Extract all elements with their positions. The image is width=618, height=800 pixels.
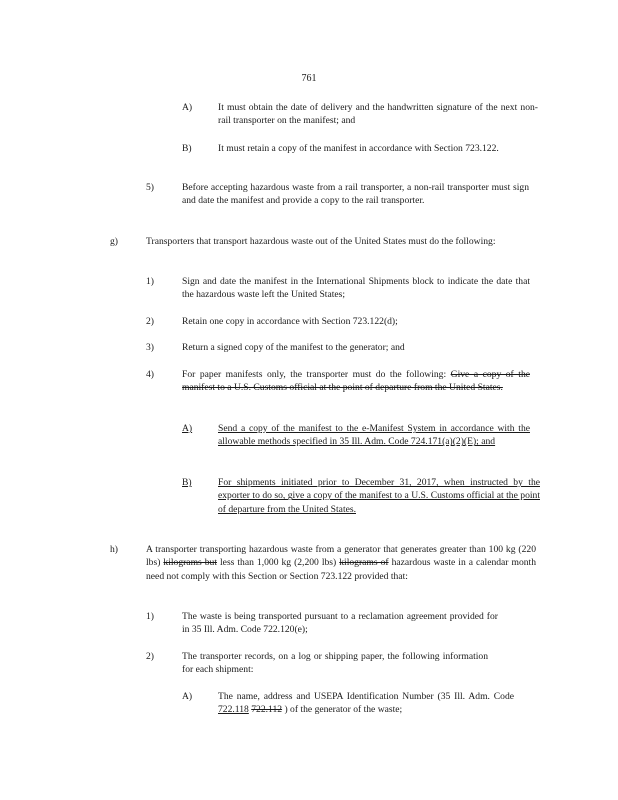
deleted-text: kilograms of bbox=[339, 557, 389, 569]
paragraph-1-sign-date: Sign and date the manifest in the International Shipments block to indicate the date that the hazardous waste left the United States; bbox=[182, 276, 530, 301]
deleted-text: kilograms but bbox=[163, 557, 218, 569]
paragraph-b-retain-copy: It must retain a copy of the manifest in accordance with Section 723.122. bbox=[218, 143, 499, 154]
item-label: g) bbox=[110, 236, 118, 247]
paragraph-4b-shipments-before-2018: For shipments initiated prior to December 31, 2017, when instructed by the exporter to do so, give a copy of the manifest to a U.S. Customs official at the point of departure from the United States. bbox=[218, 477, 540, 515]
paragraph-3-return-signed-copy: Return a signed copy of the manifest to the generator; and bbox=[182, 342, 405, 353]
item-label: 1) bbox=[146, 276, 154, 287]
paragraph-g-out-of-us: Transporters that transport hazardous waste out of the United States must do the following: bbox=[146, 236, 496, 247]
paragraph-text: ) of the generator of the waste; bbox=[284, 704, 403, 716]
item-label: 1) bbox=[146, 611, 154, 622]
paragraph-text: For paper manifests only, the transporter must do the following: bbox=[182, 369, 447, 380]
item-label: A) bbox=[182, 423, 193, 434]
paragraph-2-retain-one-copy: Retain one copy in accordance with Section 723.122(d); bbox=[182, 316, 398, 327]
page-number: 761 bbox=[301, 73, 317, 84]
item-label: h) bbox=[110, 544, 118, 555]
item-label: 5) bbox=[146, 182, 154, 193]
paragraph-5-rail-transporter: Before accepting hazardous waste from a rail transporter, a non-rail transporter must sign and date the manifest and provide a copy to the rail transporter. bbox=[182, 182, 529, 207]
item-label: B) bbox=[182, 143, 192, 154]
item-label: 3) bbox=[146, 342, 154, 353]
paragraph-h1-reclamation: The waste is being transported pursuant to a reclamation agreement provided for in 35 Ill. Adm. Code 722.120(e); bbox=[182, 611, 498, 636]
item-label: 2) bbox=[146, 651, 154, 662]
paragraph-text: hazardous waste in a calendar month need not comply with this Section or Section 723.122 provided that: bbox=[146, 557, 537, 582]
item-label: 2) bbox=[146, 316, 154, 327]
item-label: A) bbox=[182, 691, 193, 702]
paragraph-h-exemption bbox=[146, 543, 536, 583]
item-label: A) bbox=[182, 102, 193, 113]
item-label: 4) bbox=[146, 369, 154, 380]
paragraph-4-paper-manifests bbox=[182, 368, 530, 395]
paragraph-a-obtain-date: It must obtain the date of delivery and the handwritten signature of the next non-rail transporter on the manifest; and bbox=[218, 102, 538, 127]
item-label: B) bbox=[182, 477, 192, 488]
paragraph-h2-records: The transporter records, on a log or shipping paper, the following information for each shipment: bbox=[182, 651, 488, 676]
deleted-text: Give a copy of the manifest to a U.S. Customs official at the point of departure from the United States. bbox=[182, 369, 530, 394]
paragraph-text: The name, address and USEPA Identification Number (35 Ill. Adm. Code bbox=[218, 691, 514, 702]
deleted-reference: 722.112 bbox=[251, 704, 283, 716]
paragraph-text: A transporter transporting hazardous waste from a generator that generates greater than 100 kg (220 lbs) bbox=[146, 544, 536, 569]
inserted-reference: 722.118 bbox=[218, 704, 249, 716]
paragraph-4a-send-copy: Send a copy of the manifest to the e-Manifest System in accordance with the allowable methods specified in 35 Ill. Adm. Code 724.171(a)(2)(E); and bbox=[218, 423, 530, 448]
paragraph-h2a-generator-info bbox=[218, 690, 514, 717]
paragraph-text: less than 1,000 kg (2,200 lbs) bbox=[220, 557, 337, 569]
